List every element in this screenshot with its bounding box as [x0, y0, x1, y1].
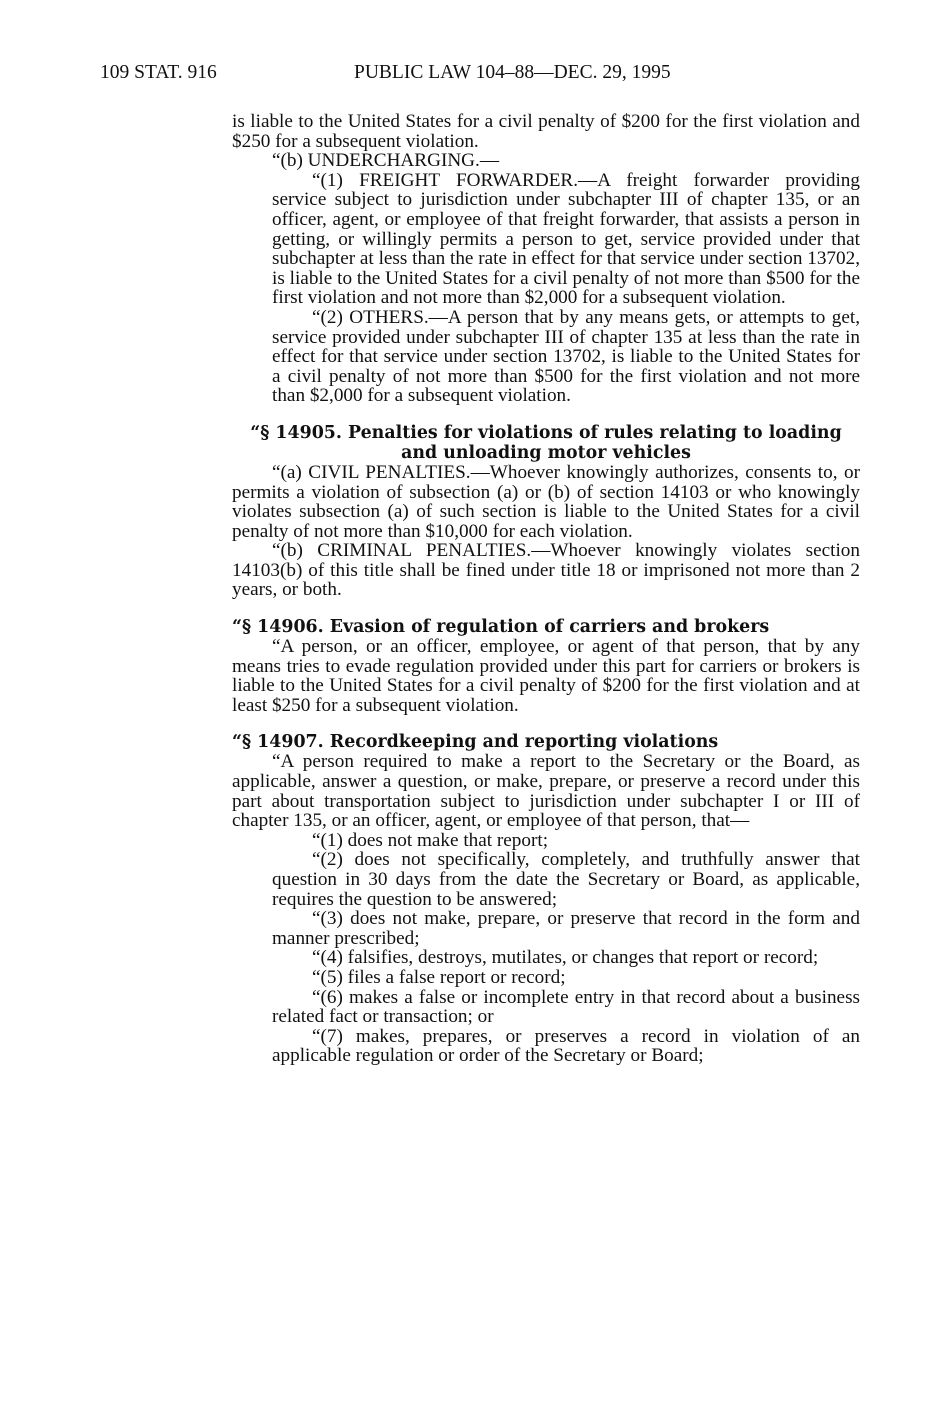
section-14907-heading: “§ 14907. Recordkeeping and reporting violations [232, 732, 719, 753]
list-item: “(7) makes, prepares, or preserves a record in violation of an applicable regulation or order of the Secretary or Board; [272, 1025, 860, 1067]
document-body [232, 112, 860, 1066]
list-item: “(3) does not make, prepare, or preserve that record in the form and manner prescribed; [272, 908, 860, 949]
public-law-citation: PUBLIC LAW 104–88—DEC. 29, 1995 [354, 62, 671, 83]
stat-page-reference: 109 STAT. 916 [100, 62, 217, 83]
list-item: “(6) makes a false or incomplete entry in that record about a business related fact or transaction; or [272, 986, 860, 1028]
subsection-civil-penalties: “(a) CIVIL PENALTIES.—Whoever knowingly authorizes, consents to, or permits a violation of subsection (a) or (b) of section 14103 or who knowingly violates subsection (a) of such section is liable to the United States for a civil penalty of not more than $10,000 for each violation. [232, 461, 860, 542]
subsection-criminal-penalties: “(b) CRIMINAL PENALTIES.—Whoever knowingly violates section 14103(b) of this title shall be fined under title 18 or imprisoned not more than 2 years, or both. [232, 540, 860, 601]
list-item: “(5) files a false report or record; [312, 966, 566, 988]
list-item: “(1) does not make that report; [312, 829, 549, 851]
section-14906-heading: “§ 14906. Evasion of regulation of carriers and brokers [232, 617, 770, 638]
section-14905-heading: “§ 14905. Penalties for violations of rules relating to loading and unloading motor vehicles [250, 422, 842, 463]
paragraph-continuation: is liable to the United States for a civil penalty of $200 for the first violation and $250 for a subsequent violation. [232, 111, 860, 152]
paragraph-evasion: “A person, or an officer, employee, or agent of that person, that by any means tries to evade regulation provided under this part for carriers or brokers is liable to the United States for a civil penalty of $200 for the first violation and at least $250 for a subsequent violation. [232, 636, 860, 716]
list-item: “(2) does not specifically, completely, and truthfully answer that question in 30 days from the date the Secretary or Board, as applicable, requires the question to be answered; [272, 849, 860, 910]
subsection-b-heading: “(b) UNDERCHARGING.— [272, 150, 500, 172]
list-item: “(4) falsifies, destroys, mutilates, or changes that report or record; [312, 947, 819, 969]
paragraph-recordkeeping: “A person required to make a report to the Secretary or the Board, as applicable, answer a question, or make, prepare, or preserve a record under this part about transportation subject to jurisdiction under subchapter I or III of chapter 135, or an officer, agent, or employee of that person, that— [232, 751, 860, 832]
paragraph-others: “(2) OTHERS.—A person that by any means gets, or attempts to get, service provided under subchapter III of chapter 135 at less than the rate in effect for that service under section 13702, is liable to the United States for a civil penalty of not more than $500 for the first violation and not more than $2,000 for a subsequent violation. [272, 306, 860, 407]
paragraph-freight-forwarder: “(1) FREIGHT FORWARDER.—A freight forwarder providing service subject to jurisdiction under subchapter III of chapter 135, or an officer, agent, or employee of that freight forwarder, that assists a person in getting, or willingly permits a person to get, service provided under that subchapter at less than the rate in effect for that service under section 13702, is liable to the United States for a civil penalty of not more than $500 for the first violation and not more than $2,000 for a subsequent violation. [272, 169, 860, 309]
